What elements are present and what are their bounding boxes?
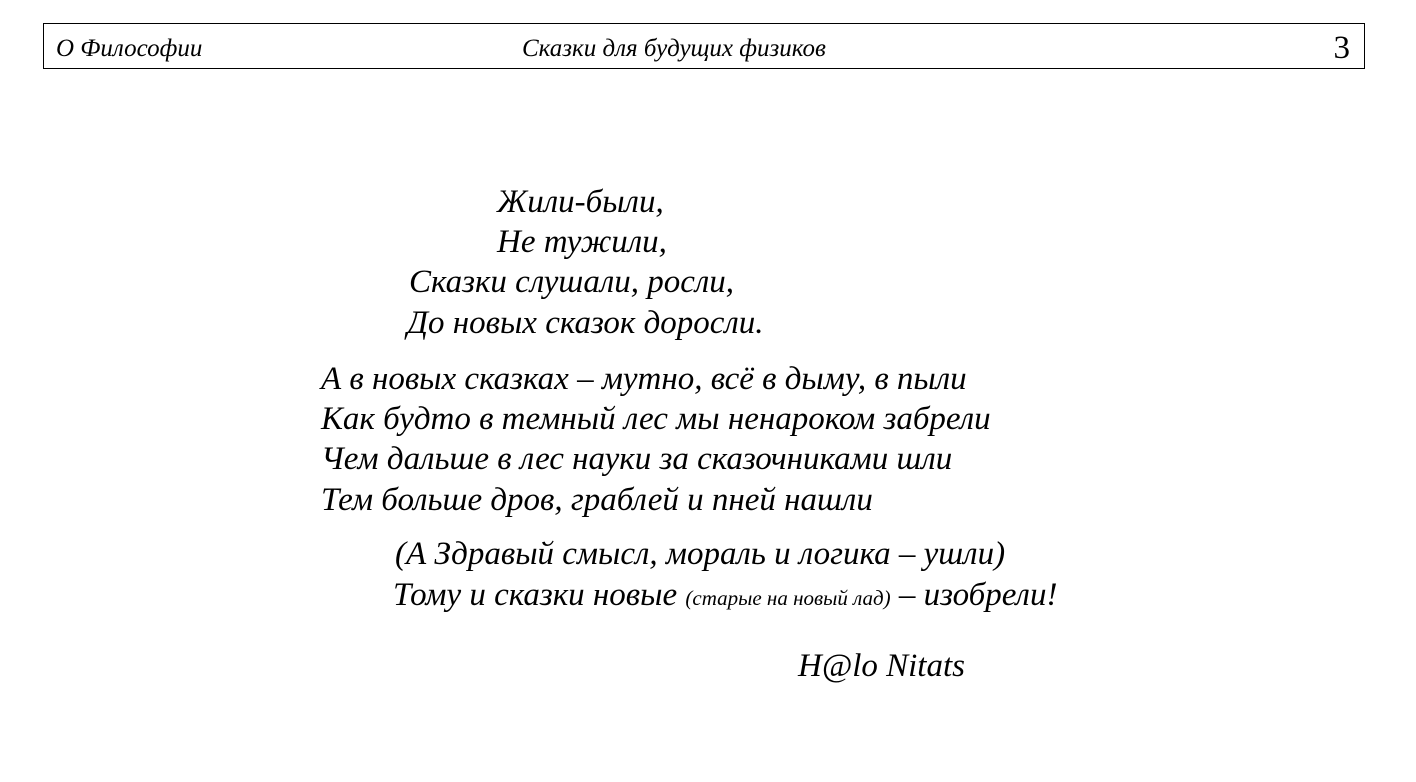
running-header: [43, 23, 1365, 69]
poem-line: Не тужили,: [497, 224, 667, 260]
poem-line-parenthetical: (старые на новый лад): [685, 586, 891, 610]
poem-line: Жили-были,: [497, 184, 664, 220]
poem-line-end: – изобрели!: [890, 577, 1058, 613]
page-number: 3: [1333, 30, 1350, 66]
poem-line: Тем больше дров, граблей и пней нашли: [321, 482, 873, 518]
poem-line: (А Здравый смысл, мораль и логика – ушли): [395, 536, 1006, 572]
poem-line: Как будто в темный лес мы ненароком забрели: [321, 401, 991, 437]
header-book-title: Сказки для будущих физиков: [522, 35, 826, 62]
poem-line-start: Тому и сказки новые: [393, 577, 686, 613]
poem-line: Сказки слушали, росли,: [409, 264, 735, 300]
poem-line: А в новых сказках – мутно, всё в дыму, в пыли: [321, 361, 967, 397]
author-signature: H@lo Nitats: [798, 648, 965, 684]
poem-line: Чем дальше в лес науки за сказочниками шли: [321, 441, 953, 477]
poem-line: До новых сказок доросли.: [407, 305, 764, 341]
header-section-title: О Философии: [56, 35, 203, 62]
poem-line: [393, 576, 1057, 617]
